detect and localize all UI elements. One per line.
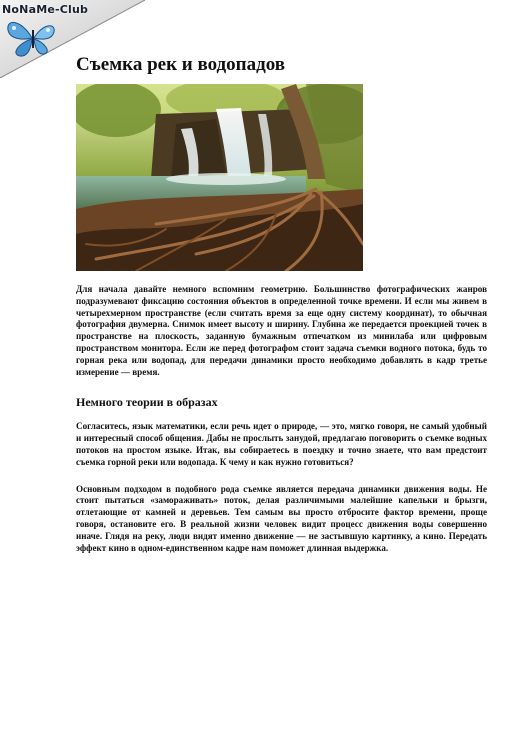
butterfly-icon [2, 18, 66, 58]
document-title: Съемка рек и водопадов [76, 54, 286, 75]
document-page [76, 54, 487, 554]
section-paragraph-2: Основным подходом в подобного рода съемке является передача динамики движения воды. Не стоит пытаться «замораживать» поток, делая различимыми малейшие капельки и брызги, отлетающие от камней и деревьев. Тем самым вы просто отбросите фактор времени, проще говоря, остановите его. В реальной жизни человек видит процесс движения воды совершенно иначе. Глядя на реку, люди видят именно движение — не застывшую картинку, а кино. Передать эффект кино в одном-единственном кадре нам поможет длинная выдержка. [76, 483, 487, 553]
section-heading: Немного теории в образах [76, 395, 218, 410]
waterfall-photo [76, 84, 363, 271]
intro-paragraph: Для начала давайте немного вспомним геометрию. Большинство фотографических жанров подразумевают фиксацию состояния объектов в определенной точке времени. И если мы живем в четырехмерном пространстве (если считать время за еще одну систему координат), то обычная фотография двумерна. Снимок имеет высоту и ширину. Глубина же передается проекцией точек в пространстве на плоскость, заданную бумажным отпечатком из минилаба или цифровым пространством монитора. Если же перед фотографом стоит задача съемки водного потока, будь то горная река или водопад, для передачи динамики просто необходимо добавлять в кадр третье измерение — время. [76, 284, 487, 377]
section-paragraph-1: Согласитесь, язык математики, если речь идет о природе, — это, мягко говоря, не самый удобный и интересный способ общения. Дабы не прослыть занудой, предлагаю поговорить о съемке водных потоков на простом языке. Итак, вы собираетесь в поездку и точно знаете, что вам предстоит съемка горной реки или водопада. К чему и как нужно готовиться? [76, 421, 487, 467]
watermark-text: NoNaMe-Club [2, 3, 89, 16]
